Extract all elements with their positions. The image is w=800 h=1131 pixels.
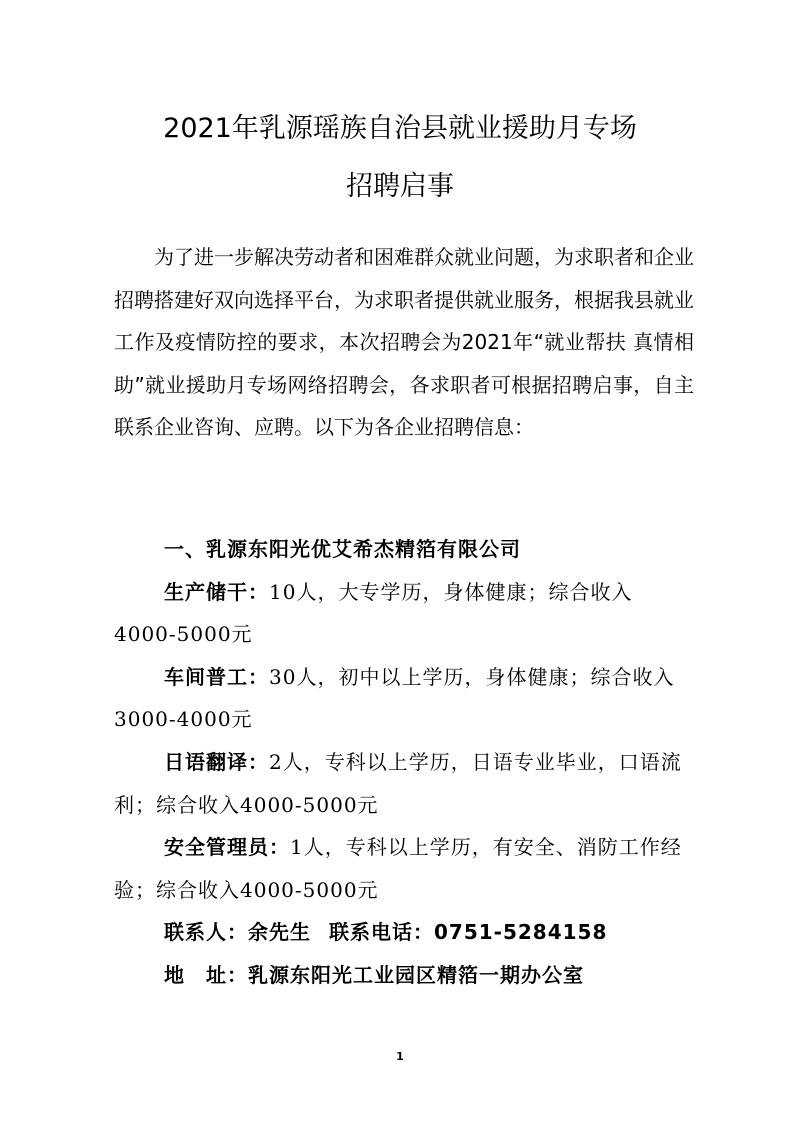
job-item [114, 571, 694, 656]
address-value: 乳源东阳光工业园区精箔一期办公室 [248, 962, 584, 987]
address-label: 地 址： [164, 962, 248, 987]
job-item [114, 656, 694, 741]
job-title: 生产储干： [164, 579, 269, 604]
contact-line [114, 911, 694, 954]
job-detail: 30人，初中以上学历，身体健康；综合收入3000-4000元 [114, 664, 675, 732]
company-section [114, 528, 694, 997]
job-item [114, 741, 694, 826]
title-line-1: 2021年乳源瑶族自治县就业援助月专场 [163, 113, 637, 144]
job-detail: 1人，专科以上学历，有安全、消防工作经验；综合收入4000-5000元 [114, 835, 682, 902]
job-title: 车间普工： [164, 664, 269, 689]
contact-name: 余先生 [248, 920, 311, 945]
company-heading: 一、乳源东阳光优艾希杰精箔有限公司 [164, 537, 521, 561]
job-item [114, 826, 694, 911]
phone-number: 0751-5284158 [434, 920, 608, 945]
phone-label: 联系电话： [329, 920, 434, 945]
intro-paragraph: 为了进一步解决劳动者和困难群众就业问题，为求职者和企业招聘搭建好双向选择平台，为求职者提供就业服务，根据我县就业工作及疫情防控的要求，本次招聘会为2021年“就业帮扶 真情相助”就业援助月专场网络招聘会，各求职者可根据招聘启事，自主联系企业咨询、应聘。以下为各企业招聘信息： [114, 245, 694, 439]
contact-label: 联系人： [164, 920, 248, 945]
job-title: 安全管理员： [164, 835, 290, 860]
address-line [114, 954, 694, 997]
job-title: 日语翻译： [164, 749, 269, 774]
title-line-2: 招聘启事 [346, 171, 454, 202]
page-title [0, 100, 800, 216]
job-detail: 10人，大专学历，身体健康；综合收入4000-5000元 [114, 579, 633, 647]
intro-section [114, 236, 694, 449]
job-detail: 2人，专科以上学历，日语专业毕业，口语流利；综合收入4000-5000元 [114, 749, 682, 817]
page-number: 1 [396, 1050, 404, 1063]
